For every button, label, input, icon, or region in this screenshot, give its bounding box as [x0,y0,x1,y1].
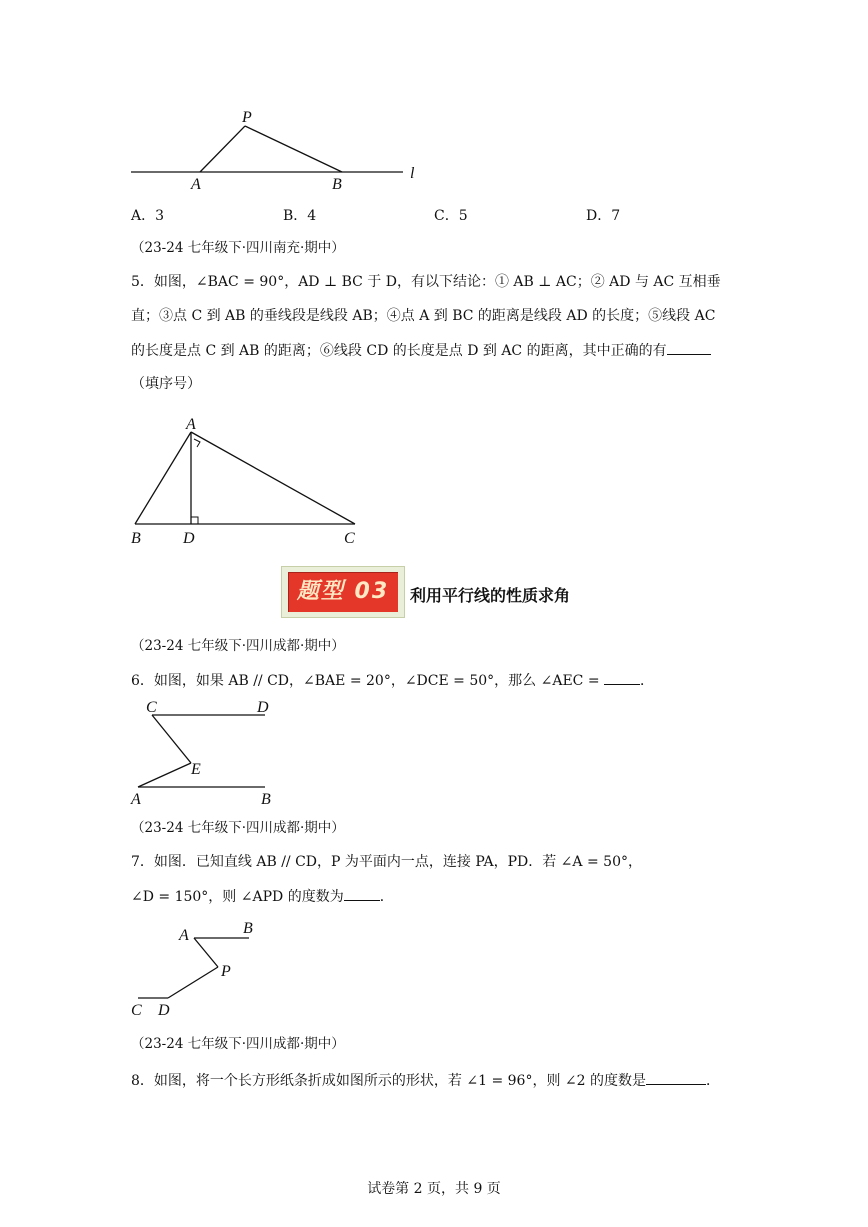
label-a: A [186,416,196,433]
label-a: A [191,176,201,193]
label-d: D [158,1002,170,1019]
q7-source: （23-24 七年级下·四川成都·期中） [131,820,345,836]
q5-source: （23-24 七年级下·四川南充·期中） [131,240,345,256]
q7-line-2-text: ∠D = 150°，则 ∠APD 的度数为 [131,889,344,905]
segment-ac [191,432,355,524]
section-badge-label: 题型 03 [288,572,398,612]
q5-line-4: （填序号） [131,376,201,392]
label-p: P [242,109,252,126]
label-d: D [257,699,269,716]
figure-q5 [120,410,380,550]
q5-answer-blank [667,340,711,355]
q8-source: （23-24 七年级下·四川成都·期中） [131,1036,345,1052]
q6-source: （23-24 七年级下·四川成都·期中） [131,638,345,654]
label-b: B [332,176,342,193]
label-c: C [146,699,157,716]
label-a: A [179,927,189,944]
option-c: C．5 [434,208,468,224]
page-footer: 试卷第 2 页，共 9 页 [367,1181,501,1197]
q7-line-2 [131,886,394,907]
q8-answer-blank [646,1070,706,1085]
option-d: D．7 [586,208,621,224]
q5-line-3-text: 的长度是点 C 到 AB 的距离；⑥线段 CD 的长度是点 D 到 AC 的距离，其中正确的有 [131,343,667,359]
segment-pb [245,126,342,172]
q6-text: 6．如图，如果 AB // CD，∠BAE = 20°，∠DCE = 50°，那么 ∠AEC = [131,673,605,689]
q8-period: ． [705,1073,720,1089]
option-a: A．3 [131,208,165,224]
right-angle-mark-a [194,439,200,447]
segment-ap [194,938,218,967]
segment-ab [135,432,191,524]
label-b: B [243,920,253,937]
q5-line-3 [131,340,711,361]
figure-q6 [125,695,285,810]
label-c: C [344,530,355,547]
q8-line [131,1070,720,1091]
q6-answer-blank [604,670,640,685]
segment-ae [138,763,191,787]
segment-pa [200,126,245,172]
label-d: D [183,530,195,547]
segment-ce [152,715,191,763]
right-angle-mark-d [191,517,198,524]
q7-answer-blank [344,886,380,901]
q7-period: ． [379,889,394,905]
label-p: P [221,963,231,980]
label-c: C [131,1002,142,1019]
label-a: A [131,791,141,808]
q6-line [131,670,654,691]
option-b: B．4 [283,208,317,224]
section-badge [281,566,405,618]
q8-text: 8．如图，将一个长方形纸条折成如图所示的形状，若 ∠1 = 96°，则 ∠2 的度数是 [131,1073,646,1089]
label-b: B [131,530,141,547]
label-b: B [261,791,271,808]
section-title: 利用平行线的性质求角 [410,586,571,605]
label-e: E [191,761,201,778]
q6-period: ． [640,673,655,689]
label-l: l [410,165,415,182]
q5-line-1: 5．如图，∠BAC = 90°，AD ⊥ BC 于 D，有以下结论：① AB ⊥ AC；② AD 与 AC 互相垂 [131,274,721,290]
q5-line-2: 直；③点 C 到 AB 的垂线段是线段 AB；④点 A 到 BC 的距离是线段 AD 的长度；⑤线段 AC [131,308,716,324]
figure-q4 [120,105,430,195]
segment-pd [168,967,218,998]
figure-q7 [125,915,275,1025]
q7-line-1: 7．如图．已知直线 AB // CD，P 为平面内一点，连接 PA，PD．若 ∠A = 50°， [131,854,642,870]
